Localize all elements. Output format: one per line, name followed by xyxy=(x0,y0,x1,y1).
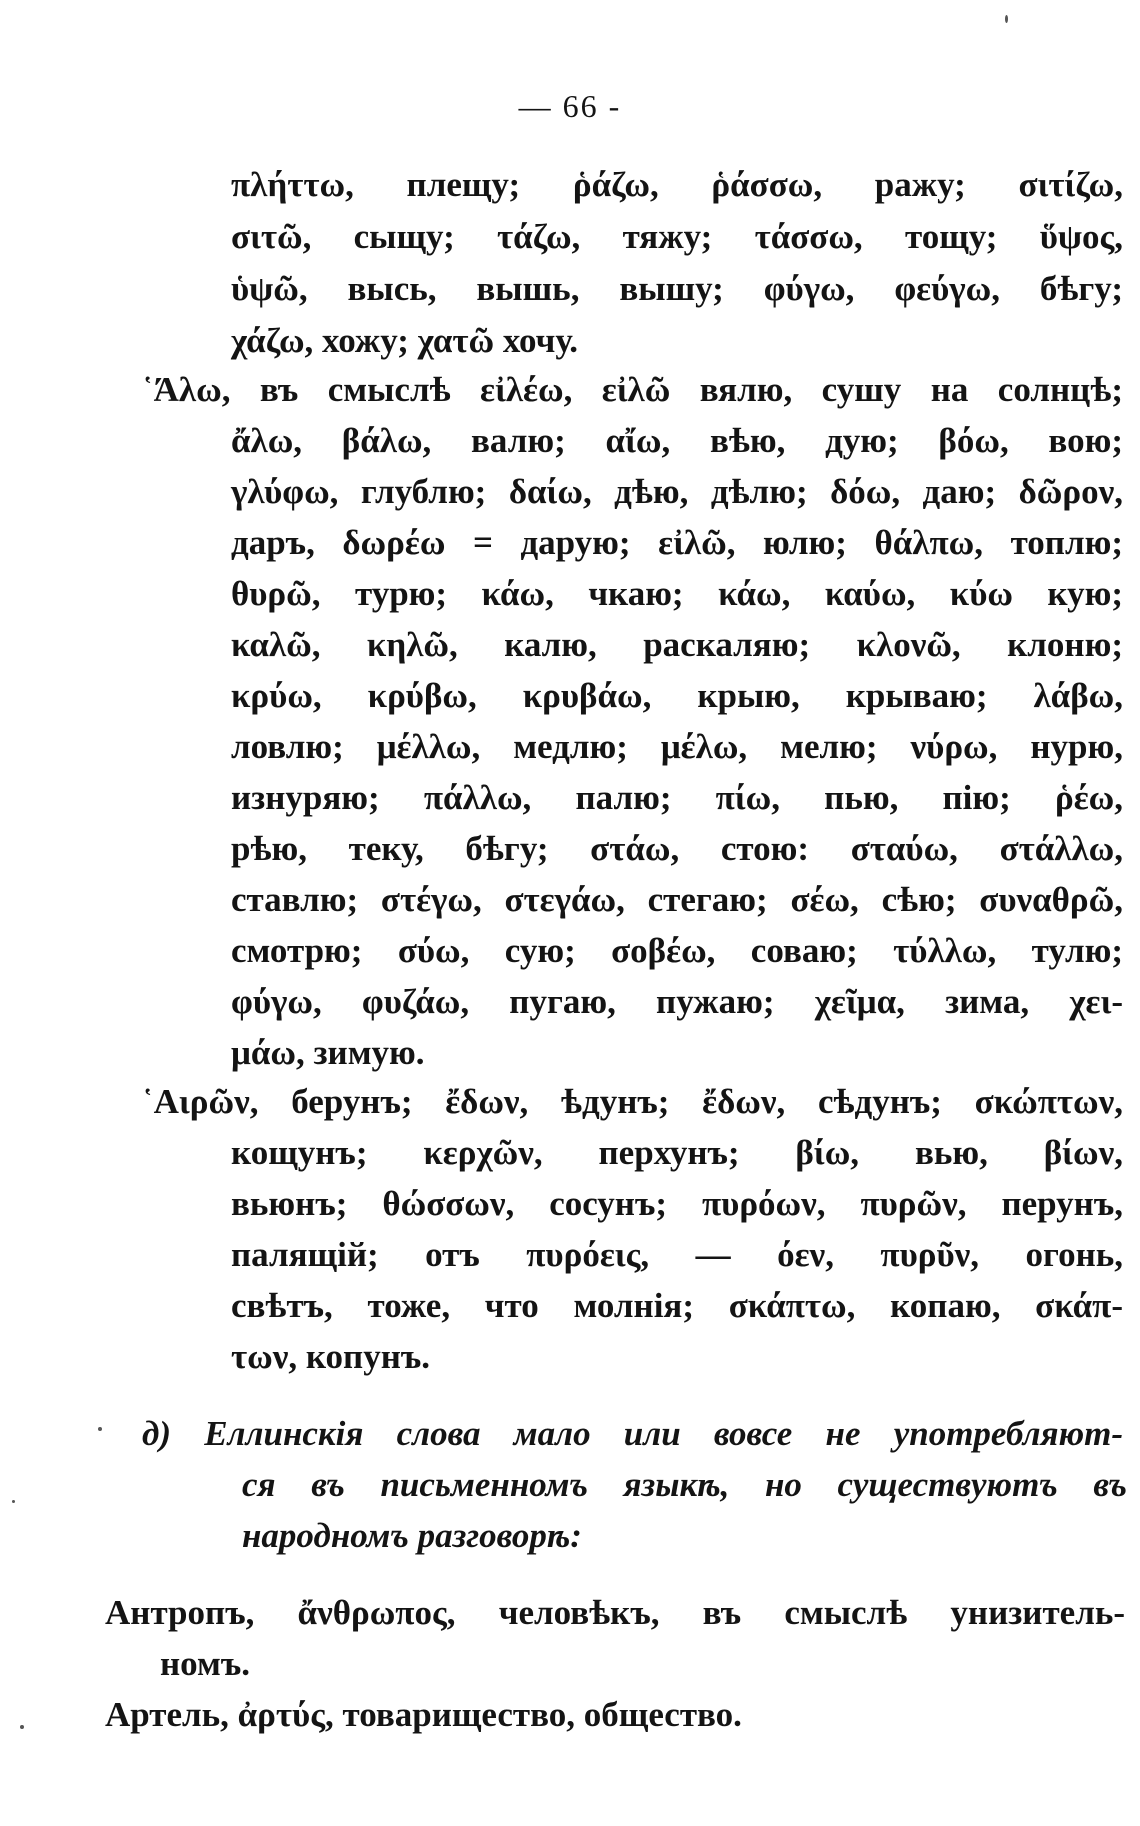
text-line: ὑψῶ, высь, вышь, вышу; φύγω, φεύγω, бѣгу; xyxy=(231,269,1123,308)
text-line: πλήττω, плещу; ῥάζω, ῥάσσω, ражу; σιτίζω, xyxy=(231,165,1123,204)
page-number: — 66 - xyxy=(518,88,622,124)
print-speck xyxy=(20,1725,24,1729)
text-line: палящій; отъ πυρόεις, — όεν, πυρῦν, огонь, xyxy=(231,1235,1123,1274)
text-line: ἄλω, βάλω, валю; αἴω, вѣю, дую; βόω, вою; xyxy=(231,421,1123,460)
text-line: φύγω, φυζάω, пугаю, пужаю; χεῖμα, зима, χει- xyxy=(231,982,1123,1021)
text-line: ῾Αιρῶν, берунъ; ἔδων, ѣдунъ; ἔδων, сѣдунъ; σκώπτων, xyxy=(142,1082,1123,1121)
section-heading-line: народномъ разговорѣ: xyxy=(242,1516,582,1555)
text-line: μάω, зимую. xyxy=(231,1033,425,1072)
text-line: θυρῶ, турю; κάω, чкаю; κάω, καύω, κύω кую; xyxy=(231,574,1123,613)
entry-line: Артель, ἀρτύς, товарищество, общество. xyxy=(105,1695,742,1734)
text-line: σιτῶ, сыщу; τάζω, тяжу; τάσσω, тощу; ὕψος, xyxy=(231,217,1123,256)
section-heading-line: ся въ письменномъ языкѣ, но существуютъ въ xyxy=(242,1465,1127,1504)
text-line: καλῶ, κηλῶ, калю, раскаляю; κλονῶ, клоню; xyxy=(231,625,1123,664)
section-heading-line: д) Еллинскія слова мало или вовсе не употребляют- xyxy=(142,1414,1123,1453)
text-line: ῾Άλω, въ смыслѣ εἰλέω, εἰλῶ вялю, сушу на солнцѣ; xyxy=(142,370,1123,409)
text-line: свѣтъ, тоже, что молнія; σκάπτω, копаю, σκάπ- xyxy=(231,1286,1123,1325)
entry-line: номъ. xyxy=(160,1644,250,1683)
text-line: ловлю; μέλλω, медлю; μέλω, мелю; νύρω, нурю, xyxy=(231,727,1123,766)
print-speck xyxy=(98,1427,102,1431)
text-line: κρύω, κρύβω, κρυβάω, крыю, крываю; λάβω, xyxy=(231,676,1123,715)
text-line: των, копунъ. xyxy=(231,1337,431,1376)
text-line: смотрю; σύω, сую; σοβέω, совaю; τύλλω, тулю; xyxy=(231,931,1123,970)
entry-line: Антропъ, ἄνθρωπος, человѣкъ, въ смыслѣ унизитель- xyxy=(105,1593,1125,1632)
text-line: изнуряю; πάλλω, палю; πίω, пью, пію; ῥέω, xyxy=(231,778,1123,817)
text-line: γλύφω, глублю; δαίω, дѣю, дѣлю; δόω, даю; δῶρον, xyxy=(231,472,1123,511)
text-line: кощунъ; κερχῶν, перхунъ; βίω, вью, βίων, xyxy=(231,1133,1123,1172)
print-speck xyxy=(1005,15,1008,23)
text-line: ставлю; στέγω, στεγάω, стегаю; σέω, сѣю; συναθρῶ, xyxy=(231,880,1123,919)
text-line: вьюнъ; θώσσων, сосунъ; πυρόων, πυρῶν, перунъ, xyxy=(231,1184,1123,1223)
print-speck xyxy=(12,1500,15,1503)
text-line: рѣю, теку, бѣгу; στάω, стою: σταύω, στάλλω, xyxy=(231,829,1123,868)
text-line: χάζω, хожу; χατῶ хочу. xyxy=(231,321,579,360)
text-line: даръ, δωρέω = дарую; εἰλῶ, юлю; θάλπω, топлю; xyxy=(231,523,1123,562)
